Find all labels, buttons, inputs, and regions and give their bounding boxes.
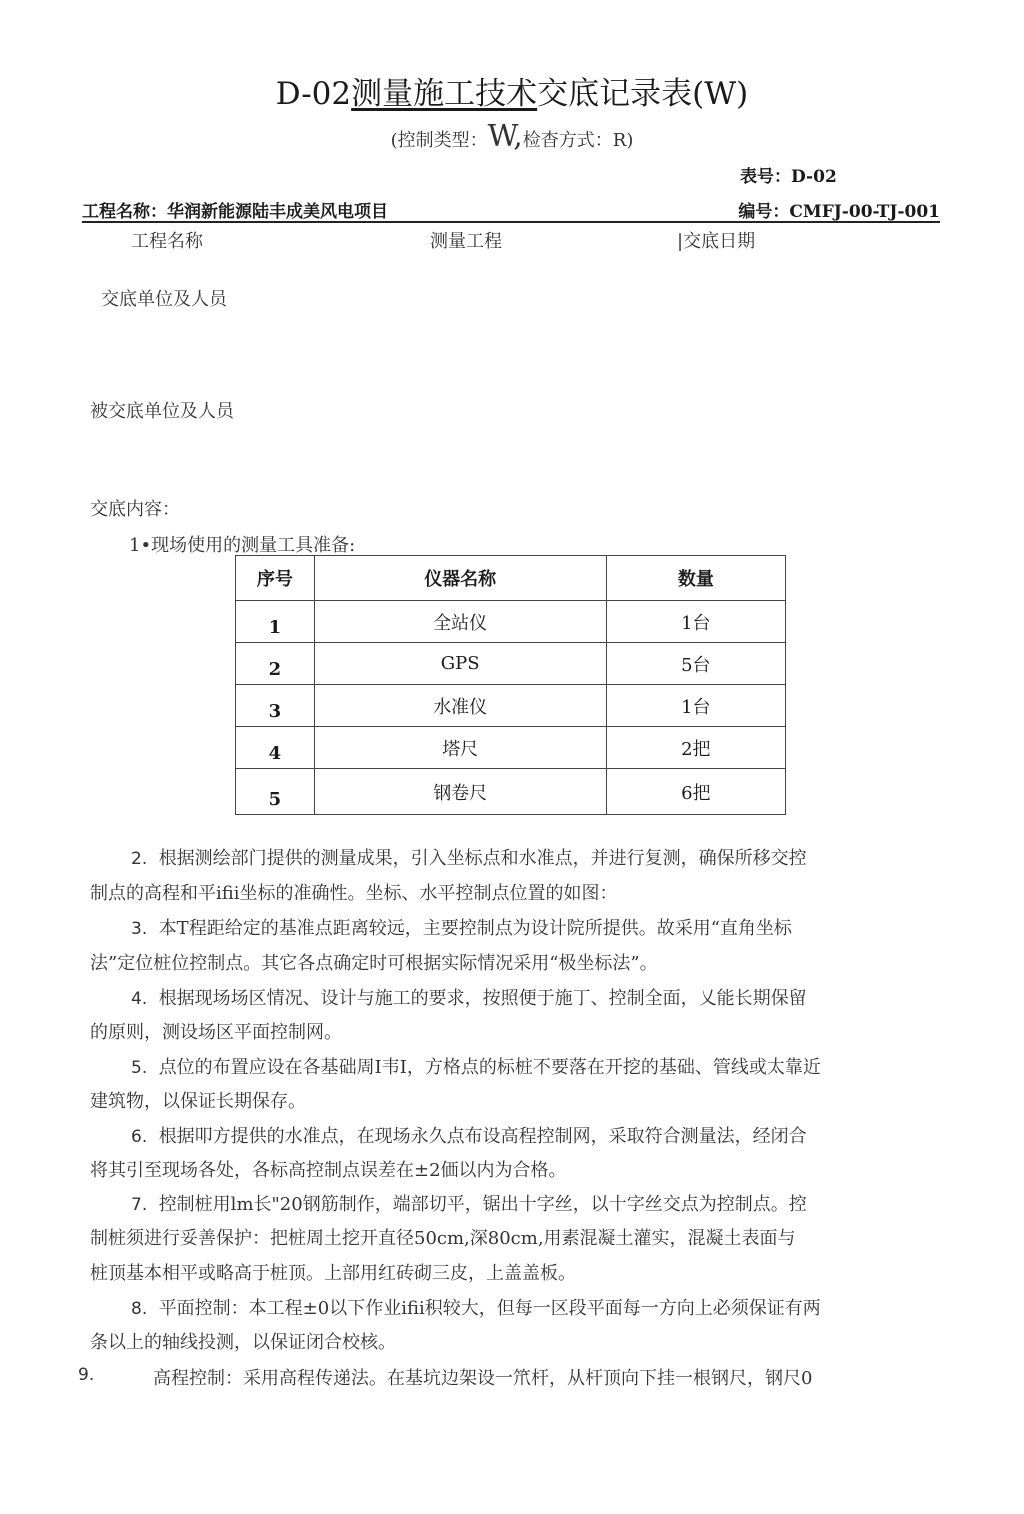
cell-seq: 1 xyxy=(236,601,315,643)
table-row xyxy=(236,685,786,727)
cell-instrument: 水准仪 xyxy=(314,685,606,727)
paragraph-7-line-3: 桩顶基本相平或略高于桩顶。上部用红砖砌三皮，上盖盖板。 xyxy=(90,1263,576,1284)
paragraph-9-line-1: 高程控制：采用高程传递法。在基坑边架设一笊杆，从杆顶向下挂一根钢尺，钢尺0 xyxy=(153,1368,813,1389)
field-measure-work: 测量工程 xyxy=(430,231,502,252)
field-handover-date: |交底日期 xyxy=(677,231,756,252)
paragraph-6-line-1: 6. 根据叩方提供的水准点，在现场永久点布设高程控制网，采取符合测量法，经闭合 xyxy=(131,1126,807,1147)
cell-instrument: 钢卷尺 xyxy=(314,769,606,815)
paragraph-7-line-1: 7. 控制桩用lm长"20钢筋制作，端部切平，锯出十字丝，以十字丝交点为控制点。控 xyxy=(131,1194,807,1215)
paragraph-3-line-1: 3. 本T程距给定的基准点距离较远，主要控制点为设计院所提供。故采用“直角坐标 xyxy=(131,918,792,939)
table-header-row xyxy=(236,556,786,601)
tools-table xyxy=(235,555,786,815)
cell-seq: 4 xyxy=(236,727,315,769)
item-1-heading: 1•现场使用的测量工具准备: xyxy=(129,535,356,556)
paragraph-8-line-2: 条以上的轴线投测，以保证闭合校核。 xyxy=(90,1332,396,1353)
field-content-label: 交底内容： xyxy=(90,499,180,520)
cell-seq: 3 xyxy=(236,685,315,727)
table-row xyxy=(236,601,786,643)
serial-number: 编号：CMFJ-00-TJ-001 xyxy=(738,202,940,222)
page-title: D-02测量施工技术交底记录表(W) xyxy=(275,76,749,112)
cell-instrument: 塔尺 xyxy=(314,727,606,769)
cell-quantity: 1台 xyxy=(606,685,785,727)
paragraph-7-line-2: 制桩须进行妥善保护：把桩周土挖开直径50cm,深80cm,用素混凝土灌实，混凝土表面与 xyxy=(90,1228,796,1249)
header-quantity: 数量 xyxy=(606,556,785,601)
title-underlined: 测量施工技术 xyxy=(351,76,538,112)
cell-quantity: 6把 xyxy=(606,769,785,815)
paragraph-3-line-2: 法”定位桩位控制点。其它各点确定时可根据实际情况采用“极坐标法”。 xyxy=(90,953,658,974)
header-seq: 序号 xyxy=(236,556,315,601)
cell-instrument: 全站仪 xyxy=(314,601,606,643)
paragraph-2-line-1: 2. 根据测绘部门提供的测量成果，引入坐标点和水准点，并进行复测，确保所移交控 xyxy=(131,848,807,869)
project-name: 工程名称：华润新能源陆丰成美风电项目 xyxy=(82,202,388,222)
table-row xyxy=(236,727,786,769)
table-row xyxy=(236,769,786,815)
cell-quantity: 2把 xyxy=(606,727,785,769)
field-handover-unit: 交底单位及人员 xyxy=(101,289,227,310)
subtitle: (控制类型：W,检杳方式：R) xyxy=(390,119,634,154)
cell-seq: 2 xyxy=(236,643,315,685)
paragraph-4-line-2: 的原则，测设场区平面控制网。 xyxy=(90,1022,342,1043)
paragraph-9-number: 9. xyxy=(78,1365,95,1385)
form-number: 表号：D-02 xyxy=(740,167,837,187)
paragraph-6-line-2: 将其引至现场各处，各标高控制点误差在±2価以内为合格。 xyxy=(90,1160,567,1181)
cell-quantity: 1台 xyxy=(606,601,785,643)
header-instrument: 仪器名称 xyxy=(314,556,606,601)
paragraph-5-line-1: 5. 点位的布置应设在各基础周I韦I，方格点的标桩不要落在开挖的基础、管线或太靠近 xyxy=(131,1057,821,1078)
paragraph-4-line-1: 4. 根据现场场区情况、设计与施工的要求，按照便于施丁、控制全面，乂能长期保留 xyxy=(131,988,807,1009)
field-receiving-unit: 被交底单位及人员 xyxy=(90,401,234,422)
control-type-value: W, xyxy=(487,119,523,154)
table-row xyxy=(236,643,786,685)
cell-instrument: GPS xyxy=(314,643,606,685)
paragraph-8-line-1: 8. 平面控制：本工程±0以下作业ifii积较大，但每一区段平面每一方向上必须保证有两 xyxy=(131,1298,821,1319)
paragraph-5-line-2: 建筑物，以保证长期保存。 xyxy=(90,1091,306,1112)
field-project-name: 工程名称 xyxy=(131,231,203,252)
cell-quantity: 5台 xyxy=(606,643,785,685)
cell-seq: 5 xyxy=(236,769,315,815)
project-header-line xyxy=(82,197,940,223)
paragraph-2-line-2: 制点的高程和平ifii坐标的准确性。坐标、水平控制点位置的如图： xyxy=(90,883,618,904)
